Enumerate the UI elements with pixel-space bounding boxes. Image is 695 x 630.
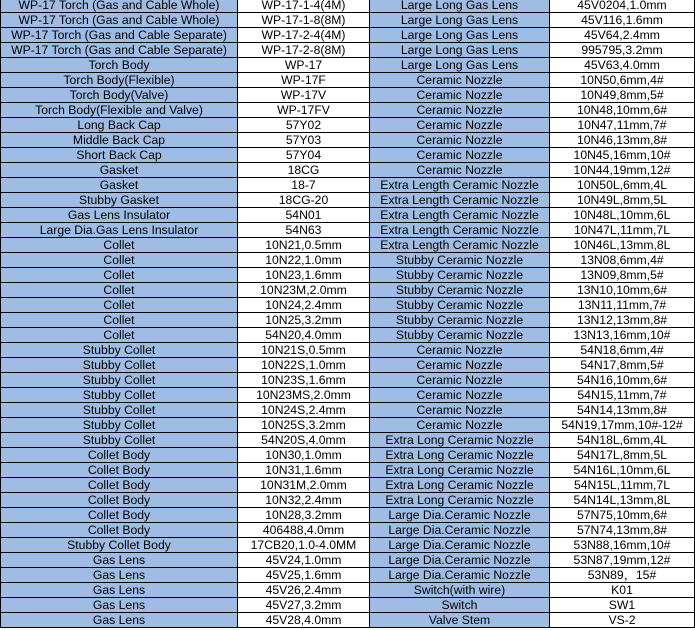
table-row [1, 478, 695, 493]
part-name-cell: Stubby Collet [1, 343, 238, 358]
table-row [1, 298, 695, 313]
part-code-cell: WP-17-1-4(4M) [238, 0, 370, 13]
nozzle-name-cell: Ceramic Nozzle [370, 133, 550, 148]
part-code-cell: 10N32,2.4mm [238, 493, 370, 508]
table-row [1, 28, 695, 43]
nozzle-name-cell: Ceramic Nozzle [370, 373, 550, 388]
nozzle-code-cell: 45V63,4.0mm [550, 58, 695, 73]
table-row [1, 313, 695, 328]
part-name-cell: Stubby Gasket [1, 193, 238, 208]
nozzle-code-cell: 53N87,19mm,12# [550, 553, 695, 568]
part-name-cell: Stubby Collet [1, 403, 238, 418]
part-name-cell: Gas Lens Insulator [1, 208, 238, 223]
part-code-cell: 54N01 [238, 208, 370, 223]
nozzle-name-cell: Extra Long Ceramic Nozzle [370, 493, 550, 508]
table-row [1, 358, 695, 373]
part-code-cell: 45V27,3.2mm [238, 598, 370, 613]
part-code-cell: 10N24,2.4mm [238, 298, 370, 313]
nozzle-code-cell: 45V116,1.6mm [550, 13, 695, 28]
nozzle-code-cell: 13N13,16mm,10# [550, 328, 695, 343]
nozzle-name-cell: Ceramic Nozzle [370, 103, 550, 118]
nozzle-code-cell: 45V0204,1.0mm [550, 0, 695, 13]
part-code-cell: 54N20S,4.0mm [238, 433, 370, 448]
nozzle-code-cell: 54N17,8mm,5# [550, 358, 695, 373]
part-code-cell: 54N20,4.0mm [238, 328, 370, 343]
nozzle-name-cell: Large Long Gas Lens [370, 13, 550, 28]
part-name-cell: Torch Body(Valve) [1, 88, 238, 103]
part-name-cell: Stubby Collet Body [1, 538, 238, 553]
nozzle-name-cell: Extra Length Ceramic Nozzle [370, 238, 550, 253]
nozzle-name-cell: Extra Length Ceramic Nozzle [370, 178, 550, 193]
nozzle-name-cell: Ceramic Nozzle [370, 418, 550, 433]
part-code-cell: WP-17F [238, 73, 370, 88]
table-row [1, 133, 695, 148]
part-code-cell: 10N28,3.2mm [238, 508, 370, 523]
part-name-cell: Large Dia.Gas Lens Insulator [1, 223, 238, 238]
nozzle-name-cell: Ceramic Nozzle [370, 358, 550, 373]
part-code-cell: 10N21,0.5mm [238, 238, 370, 253]
nozzle-name-cell: Extra Length Ceramic Nozzle [370, 208, 550, 223]
part-code-cell: 17CB20,1.0-4.0MM [238, 538, 370, 553]
table-row [1, 88, 695, 103]
table-row [1, 328, 695, 343]
table-row [1, 148, 695, 163]
nozzle-code-cell: 54N19,17mm,10#-12# [550, 418, 695, 433]
nozzle-code-cell: 10N50,6mm,4# [550, 73, 695, 88]
part-code-cell: 10N23S,1.6mm [238, 373, 370, 388]
part-code-cell: 10N23,1.6mm [238, 268, 370, 283]
nozzle-name-cell: Switch(with wire) [370, 583, 550, 598]
nozzle-name-cell: Large Long Gas Lens [370, 28, 550, 43]
nozzle-name-cell: Switch [370, 598, 550, 613]
nozzle-name-cell: Large Dia.Ceramic Nozzle [370, 538, 550, 553]
part-code-cell: WP-17 [238, 58, 370, 73]
part-code-cell: WP-17-2-8(8M) [238, 43, 370, 58]
table-row [1, 463, 695, 478]
part-code-cell: WP-17-2-4(4M) [238, 28, 370, 43]
nozzle-code-cell: 10N45,16mm,10# [550, 148, 695, 163]
table-row [1, 163, 695, 178]
part-name-cell: Collet [1, 268, 238, 283]
part-code-cell: 45V24,1.0mm [238, 553, 370, 568]
nozzle-name-cell: Large Dia.Ceramic Nozzle [370, 568, 550, 583]
table-row [1, 343, 695, 358]
nozzle-name-cell: Ceramic Nozzle [370, 148, 550, 163]
nozzle-code-cell: 54N14,13mm,8# [550, 403, 695, 418]
nozzle-name-cell: Large Dia.Ceramic Nozzle [370, 523, 550, 538]
part-name-cell: WP-17 Torch (Gas and Cable Separate) [1, 43, 238, 58]
nozzle-code-cell: 10N48L,10mm,6L [550, 208, 695, 223]
part-code-cell: 10N21S,0.5mm [238, 343, 370, 358]
nozzle-name-cell: Extra Long Ceramic Nozzle [370, 433, 550, 448]
table-row [1, 508, 695, 523]
nozzle-name-cell: Stubby Ceramic Nozzle [370, 283, 550, 298]
table-row [1, 448, 695, 463]
nozzle-code-cell: SW1 [550, 598, 695, 613]
part-code-cell: 10N22,1.0mm [238, 253, 370, 268]
nozzle-code-cell: 57N74,13mm,8# [550, 523, 695, 538]
nozzle-name-cell: Ceramic Nozzle [370, 73, 550, 88]
part-name-cell: Stubby Collet [1, 418, 238, 433]
table-row [1, 493, 695, 508]
table-row [1, 253, 695, 268]
part-code-cell: 45V26,2.4mm [238, 583, 370, 598]
table-row [1, 223, 695, 238]
part-code-cell: 18CG [238, 163, 370, 178]
part-name-cell: Gas Lens [1, 553, 238, 568]
table-row [1, 208, 695, 223]
nozzle-code-cell: 10N46,13mm,8# [550, 133, 695, 148]
nozzle-code-cell: 10N49L,8mm,5L [550, 193, 695, 208]
nozzle-code-cell: 54N16L,10mm,6L [550, 463, 695, 478]
nozzle-code-cell: 10N47,11mm,7# [550, 118, 695, 133]
part-name-cell: Short Back Cap [1, 148, 238, 163]
nozzle-name-cell: Ceramic Nozzle [370, 388, 550, 403]
part-code-cell: 18-7 [238, 178, 370, 193]
part-name-cell: Collet [1, 253, 238, 268]
nozzle-name-cell: Large Long Gas Lens [370, 58, 550, 73]
table-row [1, 268, 695, 283]
nozzle-code-cell: 13N11,11mm,7# [550, 298, 695, 313]
nozzle-code-cell: 53N88,16mm,10# [550, 538, 695, 553]
table-row [1, 598, 695, 613]
part-name-cell: Collet [1, 298, 238, 313]
part-name-cell: Torch Body [1, 58, 238, 73]
nozzle-code-cell: K01 [550, 583, 695, 598]
part-code-cell: WP-17FV [238, 103, 370, 118]
table-row [1, 553, 695, 568]
table-row [1, 58, 695, 73]
part-code-cell: 18CG-20 [238, 193, 370, 208]
nozzle-code-cell: 13N12,13mm,8# [550, 313, 695, 328]
nozzle-name-cell: Valve Stem [370, 613, 550, 628]
nozzle-code-cell: 995795,3.2mm [550, 43, 695, 58]
nozzle-code-cell: 53N89，15# [550, 568, 695, 583]
nozzle-name-cell: Extra Long Ceramic Nozzle [370, 478, 550, 493]
part-name-cell: Collet [1, 313, 238, 328]
part-code-cell: 10N24S,2.4mm [238, 403, 370, 418]
table-row [1, 403, 695, 418]
part-name-cell: Middle Back Cap [1, 133, 238, 148]
part-name-cell: Collet Body [1, 508, 238, 523]
nozzle-name-cell: Ceramic Nozzle [370, 403, 550, 418]
parts-table-body [1, 0, 695, 628]
part-name-cell: WP-17 Torch (Gas and Cable Whole) [1, 0, 238, 13]
part-name-cell: Gas Lens [1, 598, 238, 613]
table-row [1, 613, 695, 628]
nozzle-code-cell: 10N47L,11mm,7L [550, 223, 695, 238]
part-name-cell: Collet [1, 238, 238, 253]
nozzle-name-cell: Large Long Gas Lens [370, 43, 550, 58]
nozzle-name-cell: Extra Long Ceramic Nozzle [370, 448, 550, 463]
table-row [1, 583, 695, 598]
nozzle-code-cell: 13N10,10mm,6# [550, 283, 695, 298]
part-code-cell: 10N30,1.0mm [238, 448, 370, 463]
part-name-cell: Collet Body [1, 493, 238, 508]
nozzle-code-cell: 54N15L,11mm,7L [550, 478, 695, 493]
part-name-cell: WP-17 Torch (Gas and Cable Whole) [1, 13, 238, 28]
part-code-cell: 45V25,1.6mm [238, 568, 370, 583]
nozzle-name-cell: Extra Long Ceramic Nozzle [370, 463, 550, 478]
part-code-cell: 10N31,1.6mm [238, 463, 370, 478]
nozzle-code-cell: 13N08,6mm,4# [550, 253, 695, 268]
nozzle-name-cell: Stubby Ceramic Nozzle [370, 268, 550, 283]
part-code-cell: 10N23MS,2.0mm [238, 388, 370, 403]
nozzle-code-cell: 45V64,2.4mm [550, 28, 695, 43]
part-code-cell: 10N22S,1.0mm [238, 358, 370, 373]
part-name-cell: Stubby Collet [1, 388, 238, 403]
part-name-cell: Torch Body(Flexible and Valve) [1, 103, 238, 118]
nozzle-code-cell: 54N14L,13mm,8L [550, 493, 695, 508]
nozzle-code-cell: 10N44,19mm,12# [550, 163, 695, 178]
part-code-cell: 10N31M,2.0mm [238, 478, 370, 493]
nozzle-name-cell: Stubby Ceramic Nozzle [370, 298, 550, 313]
part-code-cell: 45V28,4.0mm [238, 613, 370, 628]
table-row [1, 523, 695, 538]
part-code-cell: 10N25S,3.2mm [238, 418, 370, 433]
table-row [1, 568, 695, 583]
nozzle-name-cell: Ceramic Nozzle [370, 163, 550, 178]
nozzle-name-cell: Ceramic Nozzle [370, 118, 550, 133]
part-code-cell: WP-17-1-8(8M) [238, 13, 370, 28]
part-name-cell: Long Back Cap [1, 118, 238, 133]
table-row [1, 373, 695, 388]
table-row [1, 118, 695, 133]
part-name-cell: Stubby Collet [1, 373, 238, 388]
nozzle-code-cell: 10N50L,6mm,4L [550, 178, 695, 193]
table-row [1, 283, 695, 298]
nozzle-name-cell: Ceramic Nozzle [370, 343, 550, 358]
table-row [1, 43, 695, 58]
part-name-cell: Collet Body [1, 523, 238, 538]
table-row [1, 13, 695, 28]
nozzle-code-cell: 10N49,8mm,5# [550, 88, 695, 103]
table-row [1, 433, 695, 448]
part-code-cell: 57Y03 [238, 133, 370, 148]
part-name-cell: Torch Body(Flexible) [1, 73, 238, 88]
part-name-cell: Stubby Collet [1, 358, 238, 373]
part-code-cell: 57Y02 [238, 118, 370, 133]
part-code-cell: 57Y04 [238, 148, 370, 163]
nozzle-code-cell: 54N17L,8mm,5L [550, 448, 695, 463]
nozzle-name-cell: Large Long Gas Lens [370, 0, 550, 13]
nozzle-code-cell: 54N18,6mm,4# [550, 343, 695, 358]
nozzle-name-cell: Large Dia.Ceramic Nozzle [370, 553, 550, 568]
nozzle-code-cell: VS-2 [550, 613, 695, 628]
part-code-cell: 54N63 [238, 223, 370, 238]
part-name-cell: Collet Body [1, 463, 238, 478]
table-row [1, 238, 695, 253]
part-name-cell: Gasket [1, 178, 238, 193]
nozzle-code-cell: 57N75,10mm,6# [550, 508, 695, 523]
table-row [1, 193, 695, 208]
part-code-cell: 406488,4.0mm [238, 523, 370, 538]
table-row [1, 418, 695, 433]
nozzle-name-cell: Large Dia.Ceramic Nozzle [370, 508, 550, 523]
part-name-cell: WP-17 Torch (Gas and Cable Separate) [1, 28, 238, 43]
table-row [1, 73, 695, 88]
table-row [1, 0, 695, 13]
nozzle-code-cell: 13N09,8mm,5# [550, 268, 695, 283]
part-name-cell: Gas Lens [1, 613, 238, 628]
nozzle-name-cell: Stubby Ceramic Nozzle [370, 253, 550, 268]
nozzle-name-cell: Extra Length Ceramic Nozzle [370, 193, 550, 208]
nozzle-name-cell: Stubby Ceramic Nozzle [370, 328, 550, 343]
part-name-cell: Collet [1, 328, 238, 343]
nozzle-name-cell: Extra Length Ceramic Nozzle [370, 223, 550, 238]
nozzle-code-cell: 10N48,10mm,6# [550, 103, 695, 118]
nozzle-code-cell: 10N46L,13mm,8L [550, 238, 695, 253]
table-row [1, 388, 695, 403]
nozzle-code-cell: 54N15,11mm,7# [550, 388, 695, 403]
part-code-cell: 10N23M,2.0mm [238, 283, 370, 298]
nozzle-code-cell: 54N16,10mm,6# [550, 373, 695, 388]
table-row [1, 538, 695, 553]
nozzle-code-cell: 54N18L,6mm,4L [550, 433, 695, 448]
part-name-cell: Collet Body [1, 478, 238, 493]
part-name-cell: Gas Lens [1, 568, 238, 583]
part-name-cell: Gasket [1, 163, 238, 178]
nozzle-name-cell: Ceramic Nozzle [370, 88, 550, 103]
table-row [1, 178, 695, 193]
part-code-cell: 10N25,3.2mm [238, 313, 370, 328]
table-row [1, 103, 695, 118]
part-name-cell: Gas Lens [1, 583, 238, 598]
part-name-cell: Collet [1, 283, 238, 298]
part-code-cell: WP-17V [238, 88, 370, 103]
part-name-cell: Collet Body [1, 448, 238, 463]
nozzle-name-cell: Stubby Ceramic Nozzle [370, 313, 550, 328]
part-name-cell: Stubby Collet [1, 433, 238, 448]
